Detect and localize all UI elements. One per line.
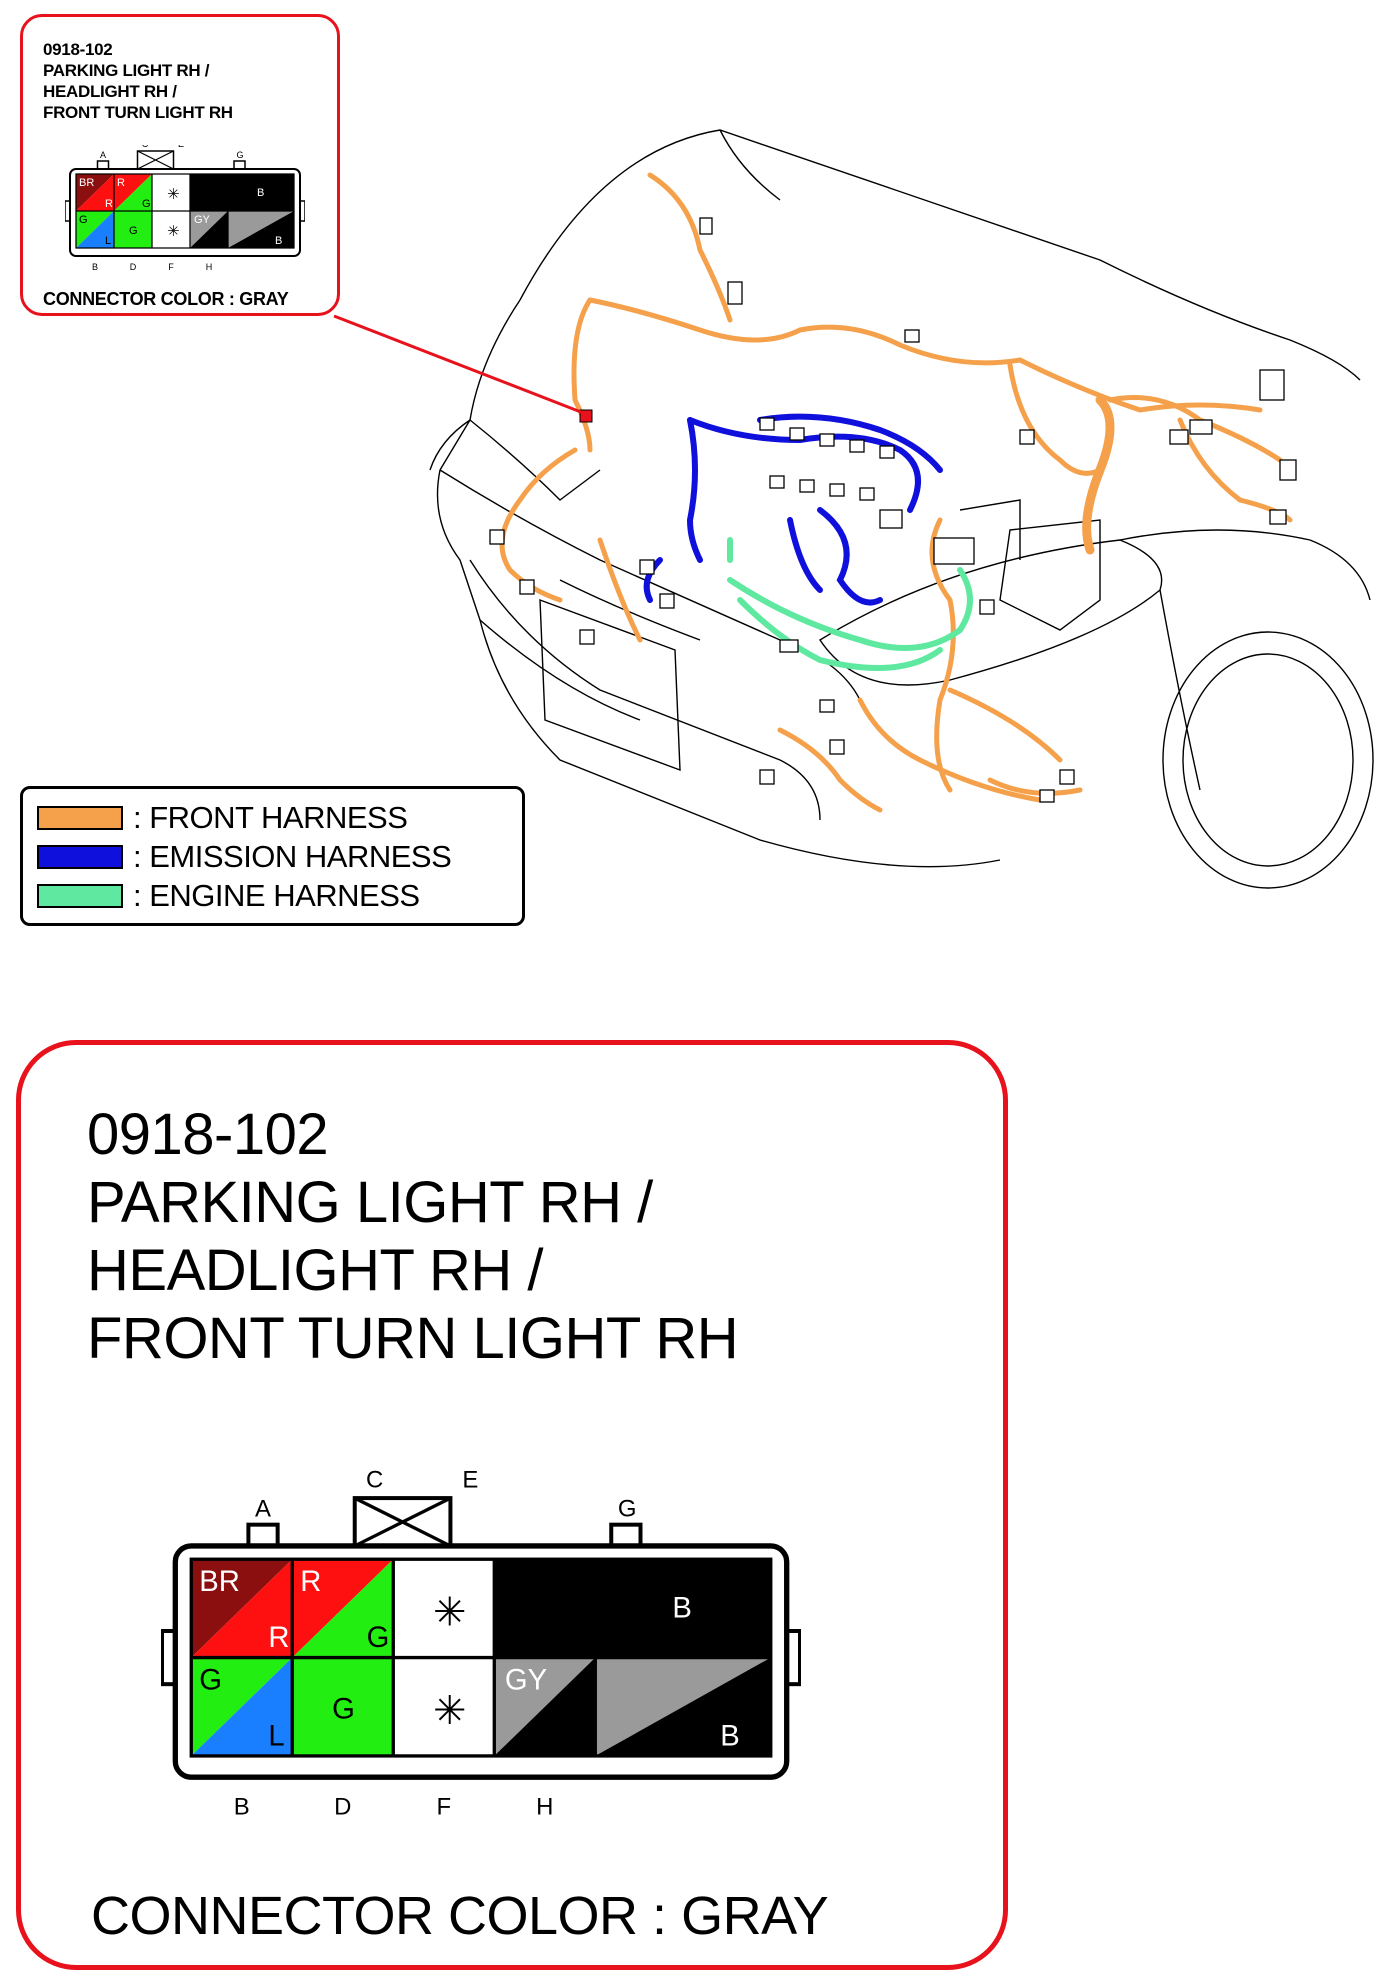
svg-text:GY: GY bbox=[504, 1664, 548, 1697]
pin-a-wire-1: BR bbox=[199, 1566, 240, 1599]
connector-color-small: CONNECTOR COLOR : GRAY bbox=[43, 289, 289, 309]
svg-text:F: F bbox=[436, 1793, 452, 1821]
title-line-2-large: HEADLIGHT RH / bbox=[87, 1238, 544, 1303]
legend-swatch-front bbox=[37, 806, 123, 830]
connector-code-large: 0918-102 bbox=[87, 1102, 329, 1167]
pin-a-wire-2: R bbox=[268, 1621, 290, 1654]
svg-text:G: G bbox=[617, 1495, 637, 1523]
svg-text:B: B bbox=[720, 1720, 740, 1753]
svg-text:✳: ✳ bbox=[433, 1689, 467, 1734]
legend-item-emission bbox=[37, 839, 452, 874]
connector-pinout-small bbox=[65, 145, 305, 273]
title-line-1-large: PARKING LIGHT RH / bbox=[87, 1170, 653, 1235]
svg-text:B: B bbox=[233, 1793, 250, 1821]
svg-text:B: B bbox=[672, 1592, 692, 1625]
legend-item-front bbox=[37, 800, 408, 835]
title-line-1: PARKING LIGHT RH / bbox=[43, 61, 210, 80]
title-line-2: HEADLIGHT RH / bbox=[43, 82, 177, 101]
legend-item-engine bbox=[37, 878, 420, 913]
svg-text:L: L bbox=[268, 1720, 285, 1753]
legend-swatch-engine bbox=[37, 884, 123, 908]
connector-callout-large bbox=[16, 1040, 1008, 1970]
svg-text:H: H bbox=[536, 1793, 554, 1821]
connector-color-large: CONNECTOR COLOR : GRAY bbox=[91, 1886, 829, 1946]
callout-small-title bbox=[43, 39, 233, 123]
svg-text:C: C bbox=[366, 1466, 384, 1494]
title-line-3-large: FRONT TURN LIGHT RH bbox=[87, 1306, 739, 1371]
svg-text:R: R bbox=[300, 1566, 322, 1599]
svg-text:G: G bbox=[199, 1664, 222, 1697]
svg-text:✳: ✳ bbox=[433, 1590, 467, 1635]
svg-text:G: G bbox=[366, 1621, 390, 1654]
harness-legend bbox=[20, 786, 525, 926]
legend-label-engine: : ENGINE HARNESS bbox=[133, 878, 420, 913]
legend-label-front: : FRONT HARNESS bbox=[133, 800, 408, 835]
callout-large-title bbox=[87, 1101, 738, 1373]
svg-text:G: G bbox=[332, 1693, 355, 1726]
connector-callout-small bbox=[20, 14, 340, 316]
connector-code: 0918-102 bbox=[43, 40, 113, 59]
svg-text:A: A bbox=[255, 1495, 272, 1523]
connector-pinout-large bbox=[161, 1421, 801, 1841]
svg-text:E: E bbox=[462, 1466, 479, 1494]
title-line-3: FRONT TURN LIGHT RH bbox=[43, 103, 233, 122]
svg-text:D: D bbox=[334, 1793, 352, 1821]
legend-label-emission: : EMISSION HARNESS bbox=[133, 839, 452, 874]
legend-swatch-emission bbox=[37, 845, 123, 869]
